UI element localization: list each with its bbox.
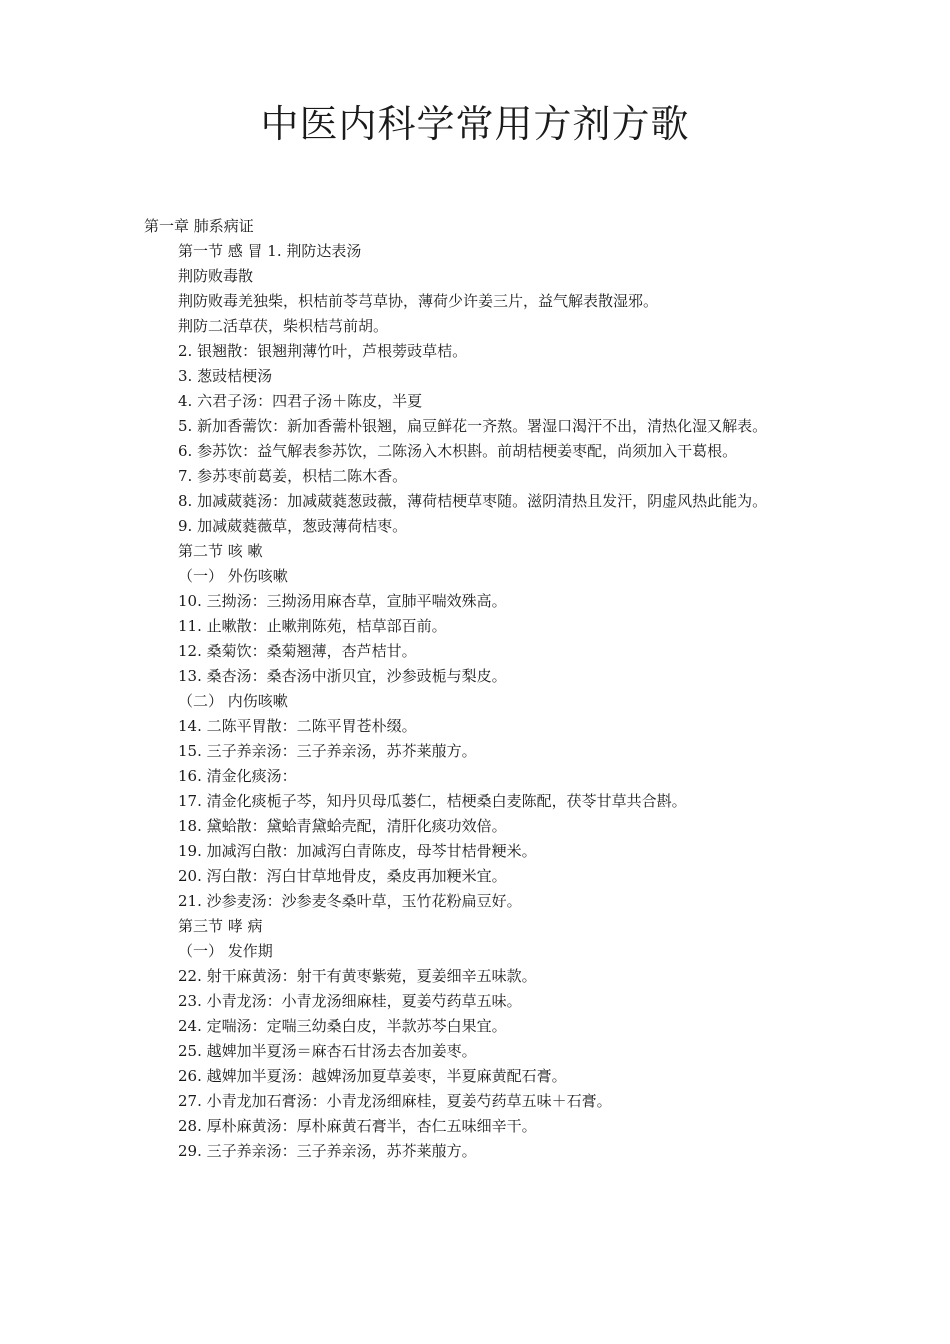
text-line: 6. 参苏饮：益气解表参苏饮，二陈汤入木枳斟。前胡桔梗姜枣配，尚须加入干葛根。 (178, 442, 738, 460)
document-title: 中医内科学常用方剂方歌 (260, 102, 690, 146)
text-line: 27. 小青龙加石膏汤：小青龙汤细麻桂，夏姜芍药草五味＋石膏。 (178, 1092, 612, 1110)
text-line: 25. 越婢加半夏汤＝麻杏石甘汤去杏加姜枣。 (178, 1042, 477, 1060)
text-line: 第一章 肺系病证 (144, 217, 254, 235)
text-line: 13. 桑杏汤：桑杏汤中浙贝宜，沙参豉栀与梨皮。 (178, 667, 507, 685)
text-line: 7. 参苏枣前葛姜，枳桔二陈木香。 (178, 467, 408, 485)
text-line: 28. 厚朴麻黄汤：厚朴麻黄石膏半，杏仁五味细辛干。 (178, 1117, 537, 1135)
text-line: 11. 止嗽散：止嗽荆陈苑，桔草部百前。 (178, 617, 447, 635)
text-line: 第一节 感 冒 1. 荆防达表汤 (178, 242, 362, 260)
text-line: 26. 越婢加半夏汤：越婢汤加夏草姜枣，半夏麻黄配石膏。 (178, 1067, 567, 1085)
text-line: 18. 黛蛤散：黛蛤青黛蛤壳配，清肝化痰功效倍。 (178, 817, 507, 835)
text-line: 19. 加减泻白散：加减泻白青陈皮，母芩甘桔骨粳米。 (178, 842, 537, 860)
text-line: （一） 发作期 (178, 942, 273, 960)
text-line: 24. 定喘汤：定喘三幼桑白皮，半款苏芩白果宜。 (178, 1017, 507, 1035)
text-line: 15. 三子养亲汤：三子养亲汤，苏芥莱菔方。 (178, 742, 477, 760)
text-line: 4. 六君子汤：四君子汤＋陈皮，半夏 (178, 392, 423, 410)
text-line: 第三节 哮 病 (178, 917, 263, 935)
text-line: 17. 清金化痰栀子芩，知丹贝母瓜蒌仁，桔梗桑白麦陈配，茯苓甘草共合斟。 (178, 792, 687, 810)
text-line: 2. 银翘散：银翘荆薄竹叶，芦根蒡豉草桔。 (178, 342, 468, 360)
text-line: 22. 射干麻黄汤：射干有黄枣紫菀，夏姜细辛五味款。 (178, 967, 537, 985)
text-line: 荆防败毒散 (178, 267, 254, 285)
text-line: 第二节 咳 嗽 (178, 542, 263, 560)
text-line: 23. 小青龙汤：小青龙汤细麻桂，夏姜芍药草五味。 (178, 992, 522, 1010)
text-line: 荆防败毒羌独柴，枳桔前苓芎草协，薄荷少许姜三片，益气解表散湿邪。 (178, 292, 659, 310)
text-line: 5. 新加香薷饮：新加香薷朴银翘，扁豆鲜花一齐熬。署湿口渴汗不出，清热化湿又解表。 (178, 417, 768, 435)
text-line: 9. 加减葳蕤薇草，葱豉薄荷桔枣。 (178, 517, 408, 535)
text-line: （二） 内伤咳嗽 (178, 692, 288, 710)
text-line: 3. 葱豉桔梗汤 (178, 367, 273, 385)
document-body (144, 214, 810, 1164)
text-line: 10. 三拗汤：三拗汤用麻杏草，宣肺平喘效殊高。 (178, 592, 507, 610)
text-line: 12. 桑菊饮：桑菊翘薄，杏芦桔甘。 (178, 642, 417, 660)
text-line: （一） 外伤咳嗽 (178, 567, 288, 585)
text-line: 荆防二活草茯，柴枳桔芎前胡。 (178, 317, 389, 335)
text-line: 8. 加减葳蕤汤：加减葳蕤葱豉薇，薄荷桔梗草枣随。滋阴清热且发汗，阴虚风热此能为。 (178, 492, 768, 510)
text-line: 14. 二陈平胃散：二陈平胃苍朴缀。 (178, 717, 417, 735)
text-line: 20. 泻白散：泻白甘草地骨皮，桑皮再加粳米宜。 (178, 867, 507, 885)
text-line: 21. 沙参麦汤：沙参麦冬桑叶草，玉竹花粉扁豆好。 (178, 892, 522, 910)
text-line: 16. 清金化痰汤： (178, 767, 297, 785)
text-line: 29. 三子养亲汤：三子养亲汤，苏芥莱菔方。 (178, 1142, 477, 1160)
